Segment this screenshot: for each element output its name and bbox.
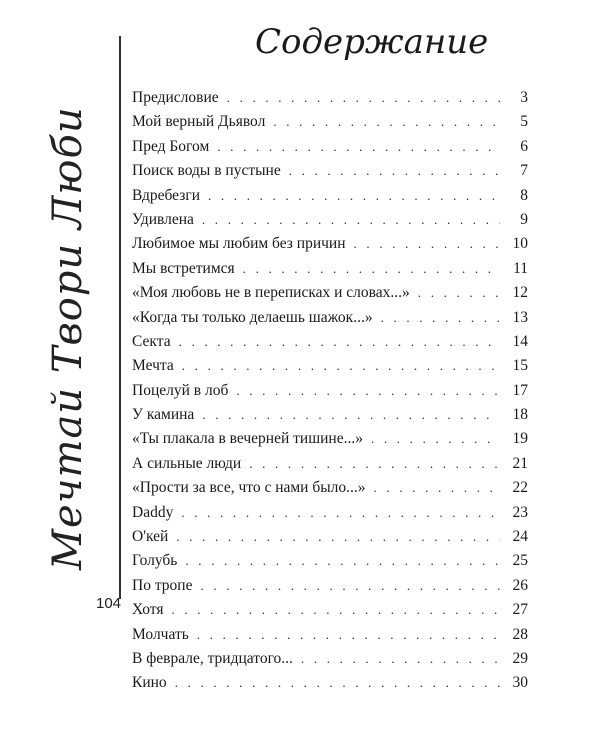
toc-entry-title: А сильные люди xyxy=(132,454,242,472)
dot-leader xyxy=(179,330,500,354)
toc-entry xyxy=(132,330,528,354)
toc-entry-title: Любимое мы любим без причин xyxy=(132,235,346,253)
table-of-contents xyxy=(132,86,528,696)
dot-leader xyxy=(301,647,500,671)
toc-entry-title: По тропе xyxy=(132,576,193,594)
toc-entry-title: «Ты плакала в вечерней тишине...» xyxy=(132,430,363,448)
dot-leader xyxy=(249,452,500,476)
toc-entry-title: Удивлена xyxy=(132,210,194,228)
vertical-divider-line xyxy=(119,36,121,599)
dot-leader xyxy=(208,184,500,208)
toc-entry-page: 24 xyxy=(512,528,528,546)
dot-leader xyxy=(236,379,500,403)
toc-entry-page: 19 xyxy=(512,430,528,448)
toc-entry-page: 3 xyxy=(520,89,528,106)
side-book-title: Мечтай Твори Люби xyxy=(45,106,91,570)
toc-entry-page: 28 xyxy=(512,625,528,643)
toc-entry-title: Молчать xyxy=(132,625,189,643)
toc-entry-page: 27 xyxy=(512,601,528,619)
toc-entry-page: 30 xyxy=(512,674,528,692)
toc-entry-title: «Моя любовь не в переписках и словах...» xyxy=(132,284,410,302)
toc-entry-title: Секта xyxy=(132,332,171,350)
toc-entry-page: 10 xyxy=(512,235,528,253)
toc-entry-title: «Когда ты только делаешь шажок...» xyxy=(132,308,373,326)
side-title-area xyxy=(28,106,108,570)
dot-leader xyxy=(371,427,500,451)
toc-entry-title: Мы встретимся xyxy=(132,259,235,277)
toc-entry-page: 25 xyxy=(512,552,528,570)
toc-entry-page: 9 xyxy=(520,210,528,228)
toc-entry xyxy=(132,647,528,671)
dot-leader xyxy=(200,574,500,598)
page-number: 104 xyxy=(96,595,122,612)
dot-leader xyxy=(171,598,500,622)
toc-entry xyxy=(132,306,528,330)
dot-leader xyxy=(418,281,500,305)
toc-entry xyxy=(132,427,528,451)
toc-entry-title: Кино xyxy=(132,674,167,692)
dot-leader xyxy=(289,159,500,183)
toc-entry xyxy=(132,549,528,573)
toc-entry xyxy=(132,403,528,427)
toc-entry-page: 6 xyxy=(520,137,528,155)
toc-entry-page: 13 xyxy=(512,308,528,326)
dot-leader xyxy=(182,354,500,378)
toc-entry-page: 29 xyxy=(512,649,528,667)
toc-entry-page: 7 xyxy=(520,162,528,180)
toc-entry-page: 17 xyxy=(512,381,528,399)
toc-entry xyxy=(132,86,528,110)
dot-leader xyxy=(217,135,500,159)
dot-leader xyxy=(181,501,500,525)
dot-leader xyxy=(273,110,500,134)
toc-entry-page: 8 xyxy=(520,186,528,204)
toc-entry xyxy=(132,379,528,403)
toc-entry xyxy=(132,671,528,695)
toc-entry xyxy=(132,476,528,500)
toc-entry-title: Мой верный Дьявол xyxy=(132,113,266,131)
toc-entry-page: 23 xyxy=(512,503,528,521)
dot-leader xyxy=(202,208,500,232)
dot-leader xyxy=(185,549,500,573)
toc-entry-title: Голубь xyxy=(132,552,178,570)
toc-entry xyxy=(132,232,528,256)
dot-leader xyxy=(354,232,500,256)
toc-entry xyxy=(132,184,528,208)
toc-entry xyxy=(132,208,528,232)
toc-entry-page: 26 xyxy=(512,576,528,594)
toc-entry-title: Поцелуй в лоб xyxy=(132,381,229,399)
dot-leader xyxy=(197,623,500,647)
toc-entry-title: Daddy xyxy=(132,503,174,521)
toc-entry xyxy=(132,452,528,476)
toc-entry xyxy=(132,135,528,159)
toc-entry xyxy=(132,501,528,525)
toc-entry-page: 22 xyxy=(512,479,528,497)
toc-entry-title: Предисловие xyxy=(132,89,219,106)
toc-entry-title: О'кей xyxy=(132,528,169,546)
dot-leader xyxy=(227,86,500,110)
toc-entry xyxy=(132,159,528,183)
contents-heading: Содержание xyxy=(255,22,489,62)
dot-leader xyxy=(374,476,500,500)
toc-entry xyxy=(132,525,528,549)
dot-leader xyxy=(381,306,500,330)
dot-leader xyxy=(175,671,500,695)
toc-entry-page: 18 xyxy=(512,406,528,424)
toc-entry-page: 12 xyxy=(512,284,528,302)
toc-entry-page: 11 xyxy=(513,259,528,277)
toc-entry-title: Хотя xyxy=(132,601,164,619)
toc-entry-title: Вдребезги xyxy=(132,186,200,204)
toc-entry-title: В феврале, тридцатого... xyxy=(132,649,293,667)
toc-entry xyxy=(132,623,528,647)
toc-entry-page: 21 xyxy=(512,454,528,472)
dot-leader xyxy=(243,257,500,281)
toc-entry-title: Пред Богом xyxy=(132,137,210,155)
toc-entry xyxy=(132,354,528,378)
toc-entry-title: Мечта xyxy=(132,357,174,375)
toc-entry-title: «Прости за все, что с нами было...» xyxy=(132,479,366,497)
toc-entry xyxy=(132,574,528,598)
toc-entry xyxy=(132,110,528,134)
toc-entry-title: Поиск воды в пустыне xyxy=(132,162,281,180)
toc-entry-page: 15 xyxy=(512,357,528,375)
toc-entry-page: 5 xyxy=(520,113,528,131)
toc-entry xyxy=(132,257,528,281)
toc-entry-title: У камина xyxy=(132,406,195,424)
toc-entry xyxy=(132,598,528,622)
dot-leader xyxy=(202,403,500,427)
toc-entry xyxy=(132,281,528,305)
dot-leader xyxy=(176,525,500,549)
toc-entry-page: 14 xyxy=(512,332,528,350)
